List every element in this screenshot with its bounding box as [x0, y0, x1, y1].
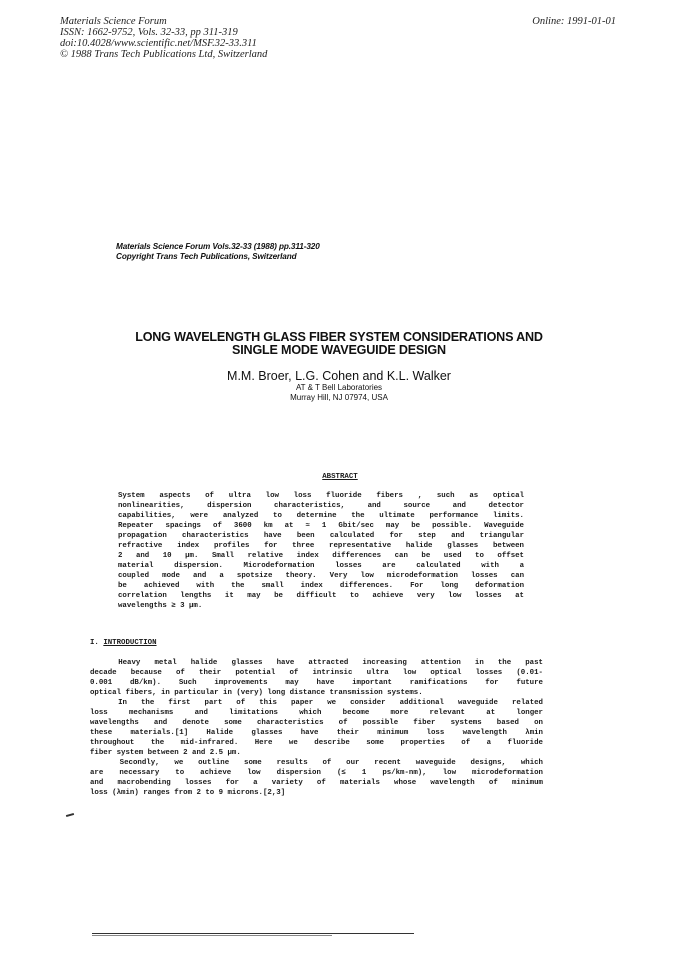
abstract-line: Repeater spacings of 3600 km at ≈ 1 Gbit/sec may be possible. Waveguide	[118, 522, 524, 530]
abstract-line: System aspects of ultra low loss fluoride fibers , such as optical	[118, 492, 524, 500]
intro-line: are necessary to achieve low dispersion (≤ 1 ps/km-nm), low microdeformation	[90, 769, 543, 777]
section-heading	[90, 638, 157, 648]
abstract-line: wavelengths ≥ 3 µm.	[118, 602, 203, 610]
abstract-line: correlation lengths it may be difficult to achieve very low losses at	[118, 592, 524, 600]
intro-line: these materials.[1] Halide glasses have their minimum loss wavelength λmin	[90, 729, 543, 737]
header-journal: Materials Science Forum	[60, 16, 167, 27]
title-line-1: LONG WAVELENGTH GLASS FIBER SYSTEM CONSIDERATIONS AND	[135, 330, 543, 344]
intro-line: Heavy metal halide glasses have attracted increasing attention in the past	[90, 659, 543, 667]
affiliation-address: Murray Hill, NJ 07974, USA	[290, 393, 388, 402]
introduction-body	[90, 658, 543, 798]
header-doi[interactable]: doi:10.4028/www.scientific.net/MSF.32-33.311	[60, 38, 257, 49]
abstract-heading: ABSTRACT	[322, 473, 358, 481]
title-line-2: SINGLE MODE WAVEGUIDE DESIGN	[232, 343, 446, 357]
intro-line: fiber system between 2 and 2.5 µm.	[90, 749, 241, 757]
intro-line: In the first part of this paper we consider additional waveguide related	[90, 699, 543, 707]
intro-line: loss (λmin) ranges from 2 to 9 microns.[2,3]	[90, 789, 286, 797]
header-online-date: Online: 1991-01-01	[532, 16, 616, 27]
footnote-rule-shadow	[92, 935, 332, 936]
abstract-line: refractive index profiles for three representative halide glasses between	[118, 542, 524, 550]
intro-line: and macrobending losses for a variety of materials whose wavelength of minimum	[90, 779, 543, 787]
abstract-line: propagation characteristics have been calculated for step and triangular	[118, 532, 524, 540]
intro-line: throughout the mid-infrared. Here we describe some properties of a fluoride	[90, 739, 543, 747]
section-number: I.	[90, 639, 99, 647]
abstract-line: coupled mode and a spotsize theory. Very low microdeformation losses can	[118, 572, 524, 580]
journal-citation: Materials Science Forum Vols.32-33 (1988) pp.311-320	[116, 242, 320, 251]
scan-mark	[66, 813, 74, 817]
abstract-line: 2 and 10 µm. Small relative index differences can be used to offset	[118, 552, 524, 560]
paper-title	[60, 331, 618, 357]
abstract-body	[118, 491, 524, 611]
intro-line: 0.001 dB/km). Such improvements may have important ramifications for future	[90, 679, 543, 687]
author-list: M.M. Broer, L.G. Cohen and K.L. Walker	[227, 369, 451, 383]
affiliation-org: AT & T Bell Laboratories	[295, 383, 383, 392]
affiliation	[60, 383, 618, 403]
intro-line: Secondly, we outline some results of our recent waveguide designs, which	[90, 759, 543, 767]
page-header	[60, 16, 616, 60]
intro-line: loss mechanisms and limitations which become more relevant at longer	[90, 709, 543, 717]
abstract-line: capabilities, were analyzed to determine the ultimate performance limits.	[118, 512, 524, 520]
intro-line: decade because of their potential of intrinsic ultra low optical losses (0.01-	[90, 669, 543, 677]
intro-line: wavelengths and denote some characteristics of possible fiber systems based on	[90, 719, 543, 727]
abstract-line: nonlinearities, dispersion characteristics, and source and detector	[118, 502, 524, 510]
abstract-line: be achieved with the small index differences. For long deformation	[118, 582, 524, 590]
journal-copyright: Copyright Trans Tech Publications, Switzerland	[116, 252, 297, 261]
header-issn: ISSN: 1662-9752, Vols. 32-33, pp 311-319	[60, 27, 238, 38]
footnote-rule	[92, 933, 414, 934]
header-copyright: © 1988 Trans Tech Publications Ltd, Switzerland	[60, 49, 268, 60]
journal-citation-block	[116, 242, 320, 262]
section-title: INTRODUCTION	[103, 639, 157, 647]
abstract-line: material dispersion. Microdeformation losses are calculated with a	[118, 562, 524, 570]
intro-line: optical fibers, in particular in (very) long distance transmission systems.	[90, 689, 423, 697]
